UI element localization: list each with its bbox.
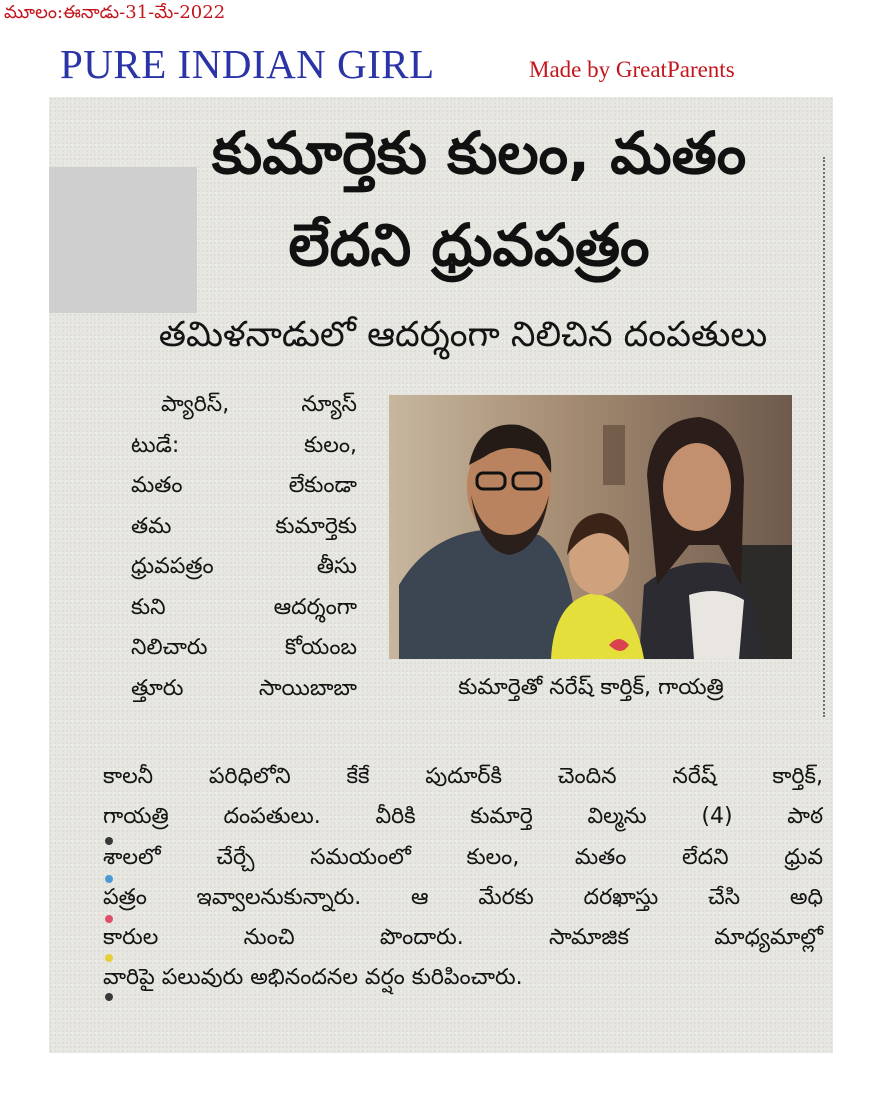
registration-dot <box>105 915 113 923</box>
body-line: పత్రం ఇవ్వాలనుకున్నారు. ఆ మేరకు దరఖాస్తు చేసి అధి <box>103 884 823 910</box>
article-body <box>103 757 823 999</box>
registration-dot <box>105 875 113 883</box>
headline-line: కుమార్తెకు కులం, మతం <box>211 119 747 187</box>
dateline-line: త్తూరు సాయిబాబా <box>131 675 357 701</box>
newspaper-clipping <box>49 97 833 1053</box>
dateline-line: ధ్రువపత్రం తీసు <box>131 554 357 579</box>
body-line: వారిపై పలువురు అభినందనల వర్షం కురిపించారు. <box>103 965 523 991</box>
body-line: శాలలో చేర్చే సమయంలో కులం, మతం లేదని ధ్రువ <box>103 844 823 870</box>
dateline-line: ప్యారిస్, న్యూస్ <box>161 392 357 417</box>
brand-title: PURE INDIAN GIRL <box>60 41 435 87</box>
dateline-column <box>131 385 357 709</box>
registration-marks <box>105 837 119 1007</box>
body-line: గాయత్రి దంపతులు. వీరికి కుమార్తె విల్మను (4) పాఠ <box>103 804 823 830</box>
brand-credit: Made by GreatParents <box>529 57 735 82</box>
headline-line: లేదని ధ్రువపత్రం <box>288 211 650 279</box>
body-line: కాలనీ పరిధిలోని కేకే పుదూర్‌కి చెందిన నరేష్ కార్తిక్, <box>103 764 823 789</box>
source-label: మూలం:ఈనాడు-31-మే-2022 <box>4 2 226 23</box>
registration-dot <box>105 837 113 845</box>
dateline-line: తమ కుమార్తెకు <box>131 513 357 539</box>
registration-dot <box>105 954 113 962</box>
headline <box>119 107 819 291</box>
subheadline: తమిళనాడులో ఆదర్శంగా నిలిచిన దంపతులు <box>158 315 768 355</box>
clipping-edge-divider <box>822 157 825 717</box>
family-photo <box>389 395 792 659</box>
dateline-line: మతం లేకుండా <box>131 473 357 498</box>
photo-caption: కుమార్తెతో నరేష్ కార్తిక్, గాయత్రి <box>458 675 724 700</box>
registration-dot <box>105 993 113 1001</box>
dateline-line: కుని ఆదర్శంగా <box>131 594 357 620</box>
family-photo-illustration <box>389 395 792 659</box>
dateline-line: నిలిచారు కోయంబ <box>131 635 357 660</box>
dateline-line: టుడే: కులం, <box>131 432 357 458</box>
body-line: కారుల నుంచి పొందారు. సామాజిక మాధ్యమాల్లో <box>103 925 823 951</box>
